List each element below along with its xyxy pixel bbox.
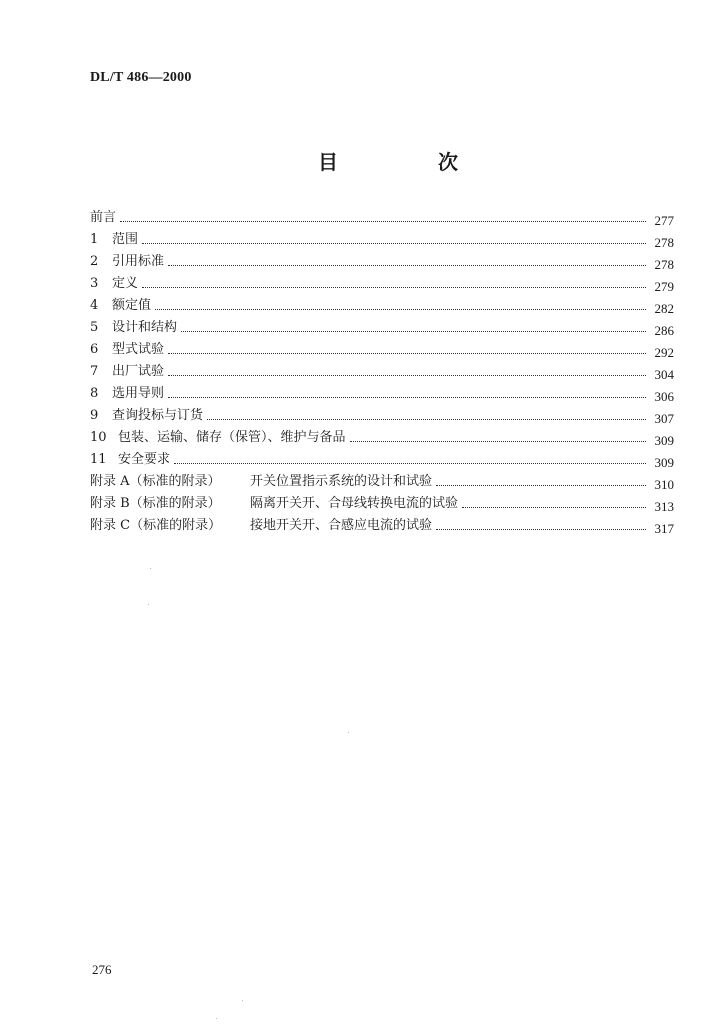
scan-speck [150,568,151,569]
toc-entry-page: 292 [654,345,674,360]
dot-leader [207,418,646,420]
toc-entry-number: 9 [90,408,99,423]
toc-entry-number: 8 [90,386,99,401]
toc-entry-number: 附录 B（标准的附录） [90,496,221,511]
toc-entry-page: 310 [654,477,674,492]
toc-entry-number: 6 [90,342,99,357]
scan-speck [148,604,149,605]
dot-leader [168,352,646,354]
toc-entry-page: 278 [654,257,674,272]
toc-entry-label: 型式试验 [112,342,165,357]
toc-entry-number: 附录 C（标准的附录） [90,518,222,533]
toc-entry-page: 309 [654,455,674,470]
toc-entry [90,314,674,336]
dot-leader [436,528,646,530]
toc-entry [90,402,674,424]
scan-speck [216,1018,217,1019]
toc-entry-number: 1 [90,232,99,247]
toc-entry-number: 3 [90,276,99,291]
dot-leader [181,330,646,332]
toc-entry-label: 额定值 [112,298,152,313]
toc-entry-page: 282 [654,301,674,316]
toc-entry-appendix [90,490,674,512]
toc-entry-label: 查询投标与订货 [112,408,204,423]
toc-entry-number: 10 [90,430,107,445]
toc-entry-label: 出厂试验 [112,364,165,379]
toc-entry-page: 286 [654,323,674,338]
toc-entry [90,336,674,358]
scan-speck [348,732,349,733]
toc-entry [90,226,674,248]
toc-entry-page: 307 [654,411,674,426]
toc-entry-appendix [90,512,674,534]
dot-leader [168,396,646,398]
dot-leader [168,264,646,266]
toc-entry-label: 范围 [112,232,139,247]
page-number: 276 [92,962,112,977]
toc-entry-appendix [90,468,674,490]
toc-title [318,146,458,175]
dot-leader [142,286,646,288]
toc-entry-label: 设计和结构 [112,320,178,335]
table-of-contents [90,204,674,534]
dot-leader [462,506,646,508]
toc-entry [90,292,674,314]
toc-entry-number: 7 [90,364,99,379]
dot-leader [155,308,646,310]
toc-entry [90,380,674,402]
dot-leader [436,484,646,486]
toc-entry-page: 309 [654,433,674,448]
toc-entry [90,270,674,292]
toc-entry-page: 277 [654,213,674,228]
toc-entry-label: 定义 [112,276,139,291]
document-code: DL/T 486—2000 [90,70,192,85]
toc-entry-label: 接地开关开、合感应电流的试验 [250,518,433,533]
toc-entry-number: 2 [90,254,99,269]
dot-leader [142,242,646,244]
toc-entry-label: 开关位置指示系统的设计和试验 [250,474,433,489]
toc-entry-page: 317 [654,521,674,536]
toc-entry-label: 前言 [90,210,117,225]
toc-entry-number: 11 [90,452,107,467]
toc-title-char-1: 目 [318,150,338,174]
toc-entry-label: 选用导则 [112,386,165,401]
toc-entry-page: 313 [654,499,674,514]
toc-entry-number: 4 [90,298,99,313]
toc-entry-label: 包装、运输、储存（保管）、维护与备品 [118,430,346,445]
toc-entry-page: 304 [654,367,674,382]
toc-entry-number: 5 [90,320,99,335]
dot-leader [168,374,646,376]
toc-entry [90,446,674,468]
toc-entry-number: 附录 A（标准的附录） [90,474,221,489]
toc-entry-page: 278 [654,235,674,250]
toc-entry-label: 安全要求 [118,452,171,467]
toc-entry-label: 引用标准 [112,254,165,269]
toc-title-char-2: 次 [438,150,458,174]
toc-entry-label: 隔离开关开、合母线转换电流的试验 [250,496,459,511]
dot-leader [174,462,646,464]
dot-leader [350,440,646,442]
toc-entry [90,204,674,226]
toc-entry-page: 306 [654,389,674,404]
toc-entry-page: 279 [654,279,674,294]
dot-leader [120,220,646,222]
toc-entry [90,358,674,380]
toc-entry [90,424,674,446]
toc-entry [90,248,674,270]
scan-speck [242,1000,243,1001]
